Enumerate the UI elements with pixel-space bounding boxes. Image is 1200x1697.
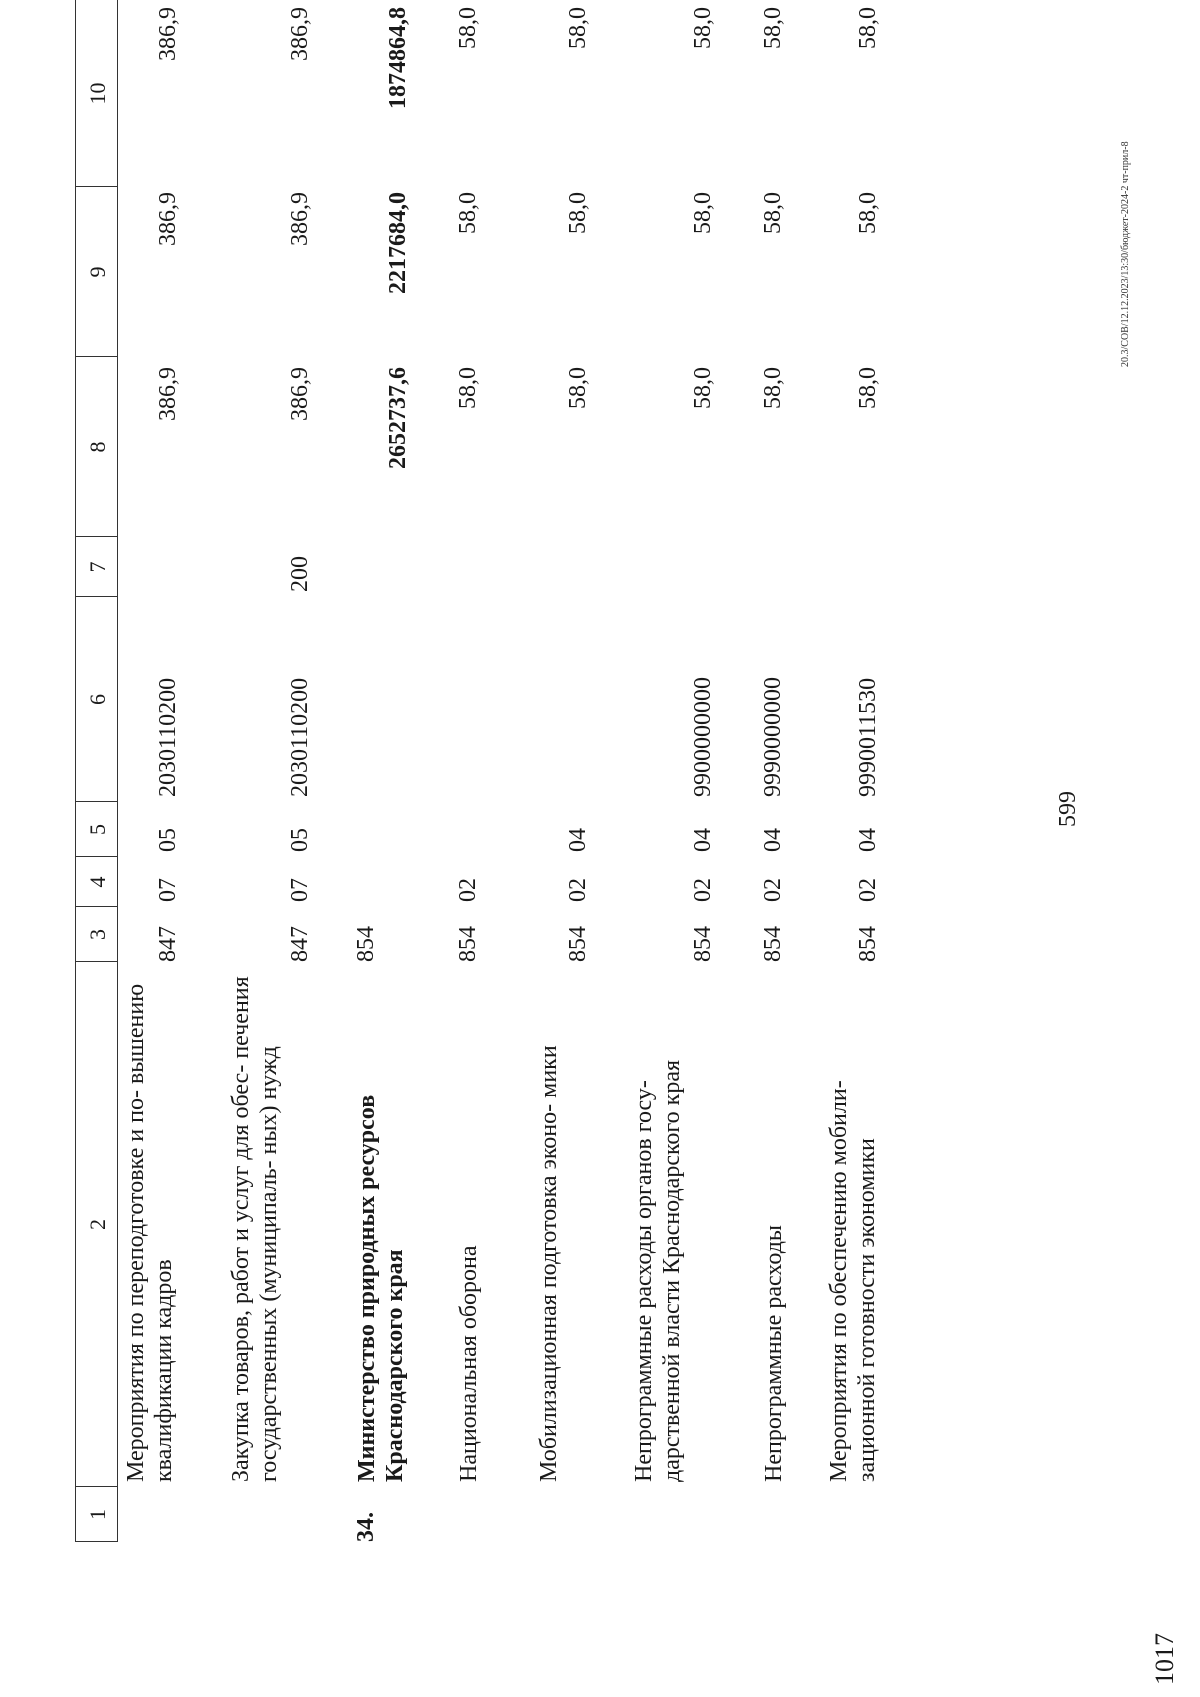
row-description: Непрограммные расходы [761, 1224, 787, 1482]
cell-c8: 386,9 [155, 367, 181, 421]
header-col-10: 10 [85, 82, 110, 105]
cell-c5: 04 [855, 828, 881, 852]
cell-c6: 2030110200 [155, 677, 181, 797]
cell-c3: 854 [760, 926, 786, 962]
sheet-number: 1017 [1150, 1633, 1179, 1685]
cell-c6: 9900000000 [690, 677, 716, 797]
header-col-6: 6 [85, 694, 110, 705]
cell-c4: 07 [155, 878, 181, 902]
cell-c5: 05 [155, 828, 181, 852]
row-description: Министерство природных ресурсов Краснодарского края [354, 1094, 409, 1482]
cell-c3: 854 [565, 926, 591, 962]
header-bottom-border [117, 0, 118, 1542]
cell-c4: 07 [287, 878, 313, 902]
cell-c10: 58,0 [760, 7, 786, 49]
cell-c9: 386,9 [287, 192, 313, 246]
page-number: 599 [1055, 791, 1081, 827]
header-top-border [75, 0, 76, 1542]
header-col-3: 3 [85, 929, 110, 940]
cell-c7: 200 [287, 556, 313, 592]
cell-c6: 9990000000 [760, 677, 786, 797]
cell-c9: 2217684,0 [385, 192, 411, 294]
row-description: Мероприятия по обеспечению мобили- зационной готовности экономики [826, 1080, 881, 1482]
cell-c3: 847 [155, 926, 181, 962]
cell-c10: 58,0 [855, 7, 881, 49]
cell-c10: 386,9 [287, 7, 313, 61]
cell-c9: 58,0 [565, 192, 591, 234]
row-description: Непрограммные расходы органов госу- дарственной власти Краснодарского края [631, 1059, 686, 1482]
cell-c10: 58,0 [455, 7, 481, 49]
cell-c4: 02 [455, 878, 481, 902]
cell-c9: 58,0 [855, 192, 881, 234]
document-code: 20.3/СОВ/12.12.2023/13:30/бюджет-2024-2 чт-прил-8 [1120, 141, 1131, 367]
cell-c6: 2030110200 [287, 677, 313, 797]
cell-c5: 04 [690, 828, 716, 852]
cell-c3: 854 [855, 926, 881, 962]
cell-c10: 386,9 [155, 7, 181, 61]
row-description: Закупка товаров, работ и услуг для обес- печения государственных (муниципаль- ных) нужд [228, 976, 283, 1482]
header-col-2: 2 [85, 1219, 110, 1230]
cell-c5: 05 [287, 828, 313, 852]
cell-c10: 58,0 [565, 7, 591, 49]
cell-c9: 58,0 [455, 192, 481, 234]
cell-c4: 02 [690, 878, 716, 902]
cell-c4: 02 [760, 878, 786, 902]
cell-c8: 58,0 [455, 367, 481, 409]
cell-c3: 854 [455, 926, 481, 962]
cell-c9: 386,9 [155, 192, 181, 246]
cell-c8: 2652737,6 [385, 367, 411, 469]
cell-c3: 854 [690, 926, 716, 962]
header-col-5: 5 [85, 824, 110, 835]
cell-c8: 58,0 [760, 367, 786, 409]
cell-c10: 1874864,8 [385, 7, 411, 109]
header-col-7: 7 [85, 561, 110, 573]
cell-c10: 58,0 [690, 7, 716, 49]
cell-c8: 58,0 [565, 367, 591, 409]
row-description: Национальная оборона [456, 1245, 482, 1482]
cell-c3: 847 [287, 926, 313, 962]
row-description: Мероприятия по переподготовке и по- вышению квалификации кадров [123, 983, 178, 1482]
cell-c9: 58,0 [690, 192, 716, 234]
row-description: Мобилизационная подготовка эконо- мики [536, 1045, 562, 1482]
header-col-9: 9 [85, 266, 110, 278]
cell-c5: 04 [760, 828, 786, 852]
cell-c5: 04 [565, 828, 591, 852]
cell-c9: 58,0 [760, 192, 786, 234]
cell-c4: 02 [855, 878, 881, 902]
cell-c3: 854 [353, 926, 379, 962]
cell-c8: 58,0 [855, 367, 881, 409]
cell-c4: 02 [565, 878, 591, 902]
row-number: 34. [353, 1512, 379, 1542]
header-col-8: 8 [85, 441, 110, 453]
cell-c6: 9990011530 [855, 677, 881, 797]
cell-c8: 58,0 [690, 367, 716, 409]
header-col-4: 4 [85, 876, 110, 888]
cell-c8: 386,9 [287, 367, 313, 421]
header-col-1: 1 [85, 1509, 110, 1520]
